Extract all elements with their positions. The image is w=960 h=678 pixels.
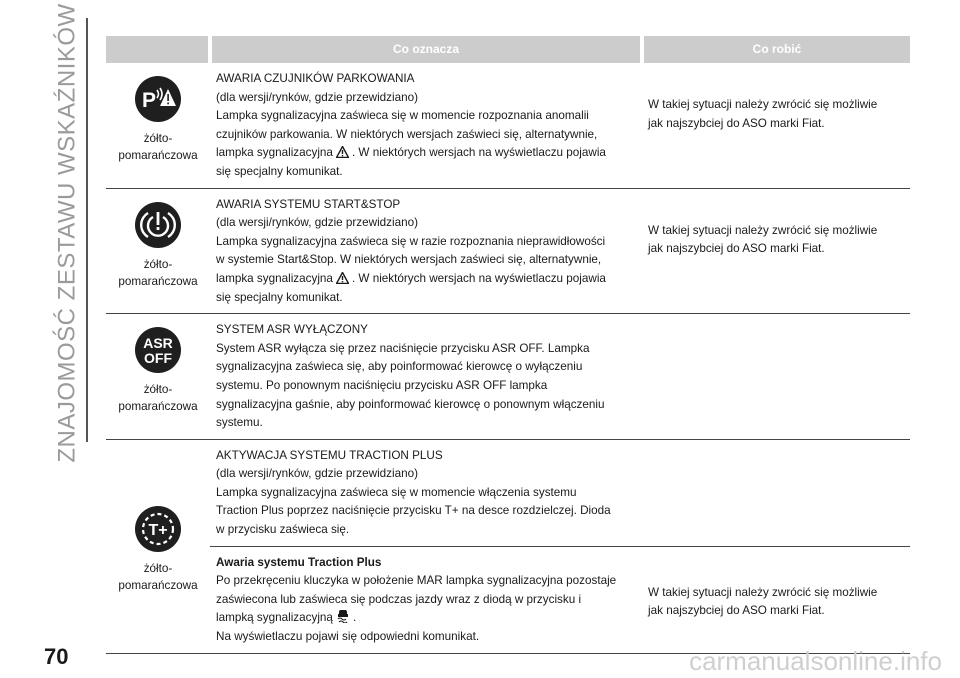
text-line: w systemie Start&Stop. W niektórych wersjach zaświeci się, alternatywnie, bbox=[216, 253, 602, 267]
text-line: W takiej sytuacji należy zwrócić się możliwie bbox=[648, 585, 878, 599]
action-cell bbox=[642, 314, 910, 440]
table-row bbox=[106, 188, 910, 314]
header-icon-col bbox=[106, 36, 210, 63]
action-cell bbox=[642, 63, 910, 188]
text-line: zaświecona lub zaświeca się podczas jazdy wraz z diodą w przycisku i bbox=[216, 592, 582, 606]
row-title: AKTYWACJA SYSTEMU TRACTION PLUS bbox=[216, 448, 443, 462]
text-line: czujników parkowania. W niektórych wersjach zaświeci się, alternatywnie, bbox=[216, 127, 598, 141]
text-line: w przycisku zaświeca się. bbox=[216, 523, 350, 537]
text-fragment: . W niektórych wersjach na wyświetlaczu pojawia bbox=[351, 271, 606, 285]
action-cell bbox=[642, 439, 910, 546]
color-label: pomarańczowa bbox=[118, 274, 198, 288]
meaning-cell bbox=[210, 63, 642, 188]
icon-cell bbox=[106, 314, 210, 440]
text-line bbox=[216, 144, 636, 163]
warning-triangle-icon bbox=[336, 146, 349, 158]
watermark: carmanualsonline.info bbox=[689, 646, 942, 676]
text-line: jak najszybciej do ASO marki Fiat. bbox=[648, 242, 825, 256]
svg-text:P: P bbox=[142, 89, 157, 112]
text-line: Lampka sygnalizacyjna zaświeca się w razie rozpoznania nieprawidłowości bbox=[216, 234, 606, 248]
page-number: 70 bbox=[44, 644, 69, 669]
warning-triangle-icon bbox=[336, 272, 349, 284]
table-row bbox=[106, 439, 910, 546]
start-stop-fault-icon bbox=[133, 200, 183, 250]
color-label: żółto- bbox=[143, 561, 173, 575]
color-label: pomarańczowa bbox=[118, 578, 198, 592]
text-fragment: lampką sygnalizacyjną bbox=[216, 611, 333, 625]
text-line: Traction Plus poprzez naciśnięcie przycisku T+ na desce rozdzielczej. Dioda bbox=[216, 504, 611, 518]
text-line: systemu. Po ponownym naciśnięciu przycisku ASR OFF lampka bbox=[216, 378, 548, 392]
meaning-cell bbox=[210, 546, 642, 653]
asr-off-icon bbox=[133, 325, 183, 375]
traction-plus-icon bbox=[133, 504, 183, 554]
text-line: (dla wersji/rynków, gdzie przewidziano) bbox=[216, 467, 419, 481]
parking-sensor-warning-icon bbox=[133, 74, 183, 124]
text-line: (dla wersji/rynków, gdzie przewidziano) bbox=[216, 216, 419, 230]
color-label: żółto- bbox=[143, 383, 173, 397]
section-title-vertical bbox=[44, 3, 92, 463]
table-row bbox=[106, 546, 910, 653]
text-line: sygnalizacyjna zaświeca się, aby poinformować kierowcę o wyłączeniu bbox=[216, 360, 583, 374]
text-line: się specjalny komunikat. bbox=[216, 164, 343, 178]
text-line: się specjalny komunikat. bbox=[216, 290, 343, 304]
traction-plus-icon-text: T+ bbox=[148, 521, 168, 539]
text-line: sygnalizacyjna gaśnie, aby poinformować kierowcę o ponownym włączeniu bbox=[216, 397, 605, 411]
text-line: W takiej sytuacji należy zwrócić się możliwie bbox=[648, 223, 878, 237]
icon-cell bbox=[106, 439, 210, 653]
row-title: AWARIA CZUJNIKÓW PARKOWANIA bbox=[216, 72, 415, 85]
text-fragment: . bbox=[352, 611, 357, 625]
section-title-text: ZNAJOMOŚĆ ZESTAWU WSKAŹNIKÓW bbox=[54, 3, 82, 463]
action-cell bbox=[642, 188, 910, 314]
color-label: pomarańczowa bbox=[118, 149, 198, 162]
asr-off-icon-text-top: ASR bbox=[143, 335, 173, 352]
meaning-cell bbox=[210, 439, 642, 546]
text-fragment: . W niektórych wersjach na wyświetlaczu pojawia bbox=[351, 146, 606, 160]
header-meaning: Co oznacza bbox=[210, 36, 642, 63]
color-label: żółto- bbox=[143, 257, 173, 271]
color-label: pomarańczowa bbox=[118, 400, 198, 414]
text-line: jak najszybciej do ASO marki Fiat. bbox=[648, 604, 825, 618]
sidebar-rule bbox=[86, 18, 88, 442]
table-row bbox=[106, 63, 910, 188]
text-line: systemu. bbox=[216, 416, 263, 430]
warning-lights-table bbox=[106, 36, 910, 654]
text-line: Lampka sygnalizacyjna zaświeca się w momencie włączenia systemu bbox=[216, 485, 577, 499]
action-cell bbox=[642, 546, 910, 653]
icon-cell bbox=[106, 188, 210, 314]
row-subtitle: Awaria systemu Traction Plus bbox=[216, 555, 382, 569]
text-fragment: lampka sygnalizacyjna bbox=[216, 146, 333, 160]
esc-skid-icon bbox=[336, 609, 350, 623]
meaning-cell bbox=[210, 188, 642, 314]
text-line: Na wyświetlaczu pojawi się odpowiedni komunikat. bbox=[216, 630, 480, 644]
header-action: Co robić bbox=[642, 36, 910, 63]
text-line: (dla wersji/rynków, gdzie przewidziano) bbox=[216, 90, 419, 104]
text-line: Po przekręceniu kluczyka w położenie MAR lampka sygnalizacyjna pozostaje bbox=[216, 574, 617, 588]
text-line: System ASR wyłącza się przez naciśnięcie przycisku ASR OFF. Lampka bbox=[216, 341, 590, 355]
meaning-cell bbox=[210, 314, 642, 440]
text-line: Lampka sygnalizacyjna zaświeca się w momencie rozpoznania anomalii bbox=[216, 109, 589, 123]
row-title: AWARIA SYSTEMU START&STOP bbox=[216, 197, 401, 211]
icon-cell bbox=[106, 63, 210, 188]
color-label: żółto- bbox=[143, 132, 173, 145]
asr-off-icon-text-bottom: OFF bbox=[144, 350, 172, 367]
text-fragment: lampka sygnalizacyjna bbox=[216, 271, 333, 285]
table-row bbox=[106, 314, 910, 440]
text-line bbox=[216, 270, 636, 289]
text-line: jak najszybciej do ASO marki Fiat. bbox=[648, 116, 825, 130]
row-title: SYSTEM ASR WYŁĄCZONY bbox=[216, 323, 368, 337]
table-header-row bbox=[106, 36, 910, 63]
text-line bbox=[216, 609, 636, 628]
text-line: W takiej sytuacji należy zwrócić się możliwie bbox=[648, 98, 878, 111]
